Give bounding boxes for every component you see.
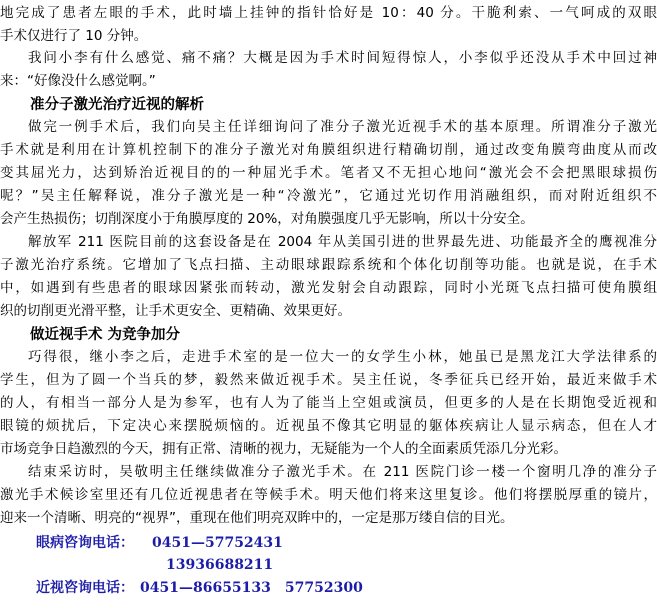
eye-consult-label: 眼病咨询电话： bbox=[36, 535, 134, 551]
paragraph-line: 呢？”吴主任解释说，准分子激光是一种“冷激光”，它通过光切作用消融组织，而对附近组织不 bbox=[0, 188, 657, 204]
myopia-consult-label: 近视咨询电话： bbox=[36, 580, 134, 596]
paragraph-line: 解放军 211 医院目前的这套设备是在 2004 年从美国引进的世界最先进、功能最齐全的鹰视准分 bbox=[28, 234, 657, 250]
eye-consult-mobile: 13936688211 bbox=[166, 557, 274, 573]
paragraph-line: 的人，有相当一部分人是为参军，也有人为了能当上空姐或演员，但更多的人是在长期饱受近视和 bbox=[0, 395, 657, 411]
paragraph-line: 来：“好像没什么感觉啊。” bbox=[0, 73, 156, 89]
paragraph-line: 织的切削更光滑平整，让手术更安全、更精确、效果更好。 bbox=[0, 303, 351, 319]
paragraph-line: 子激光治疗系统。它增加了飞点扫描、主动眼球跟踪系统和个体化切削等功能。也就是说，在手术 bbox=[0, 257, 657, 273]
eye-consult-phone: 0451—57752431 bbox=[152, 535, 283, 551]
paragraph-line: 学生，但为了圆一个当兵的梦，毅然来做近视手术。吴主任说，冬季征兵已经开始，最近来做手术 bbox=[0, 372, 657, 388]
paragraph-line: 手术仅进行了 10 分钟。 bbox=[0, 28, 148, 44]
section-heading: 准分子激光治疗近视的解析 bbox=[30, 96, 204, 113]
paragraph-line: 巧得很，继小李之后，走进手术室的是一位大一的女学生小林，她虽已是黑龙江大学法律系的 bbox=[28, 349, 657, 365]
paragraph-line: 中，如遇到有些患者的眼球因紧张而转动，激光发射会自动跟踪，同时小光斑飞点扫描可使角膜组 bbox=[0, 280, 657, 296]
paragraph-line: 激光手术候诊室里还有几位近视患者在等候手术。明天他们将来这里复诊。他们将摆脱厚重的镜片， bbox=[0, 487, 657, 503]
paragraph-line: 眼镜的烦扰后，下定决心来摆脱烦恼的。近视虽不像其它明显的躯体疾病让人显示病态，但在人才 bbox=[0, 418, 657, 434]
paragraph-line: 我问小李有什么感觉、痛不痛？大概是因为手术时间短得惊人，小李似乎还没从手术中回过神 bbox=[28, 50, 657, 66]
paragraph-line: 市场竞争日趋激烈的今天，拥有正常、清晰的视力，无疑能为一个人的全面素质凭添几分光彩。 bbox=[0, 441, 567, 457]
paragraph-line: 做完一例手术后，我们向吴主任详细询问了准分子激光近视手术的基本原理。所谓准分子激光 bbox=[28, 119, 657, 135]
paragraph-line: 地完成了患者左眼的手术，此时墙上挂钟的指针恰好是 10：40 分。干脆利索、一气呵成的双眼 bbox=[0, 5, 657, 21]
myopia-consult-phones: 0451—86655133 57752300 bbox=[140, 580, 363, 596]
paragraph-line: 结束采访时，吴敬明主任继续做准分子激光手术。在 211 医院门诊一楼一个窗明几净的准分子 bbox=[28, 464, 657, 480]
paragraph-line: 会产生热损伤；切削深度小于角膜厚度的 20%，对角膜强度几乎无影响，所以十分安全。 bbox=[0, 211, 534, 227]
section-heading: 做近视手术 为竞争加分 bbox=[30, 326, 181, 343]
paragraph-line: 手术就是利用在计算机控制下的准分子激光对角膜组织进行精确切削，通过改变角膜弯曲度从而改 bbox=[0, 142, 657, 158]
paragraph-line: 迎来一个清晰、明亮的“视界”，重现在他们明亮双眸中的，一定是那万缕自信的目光。 bbox=[0, 510, 514, 526]
paragraph-line: 变其屈光力，达到矫治近视目的的一种屈光手术。笔者又不无担心地问“激光会不会把黑眼球损伤 bbox=[0, 165, 657, 181]
